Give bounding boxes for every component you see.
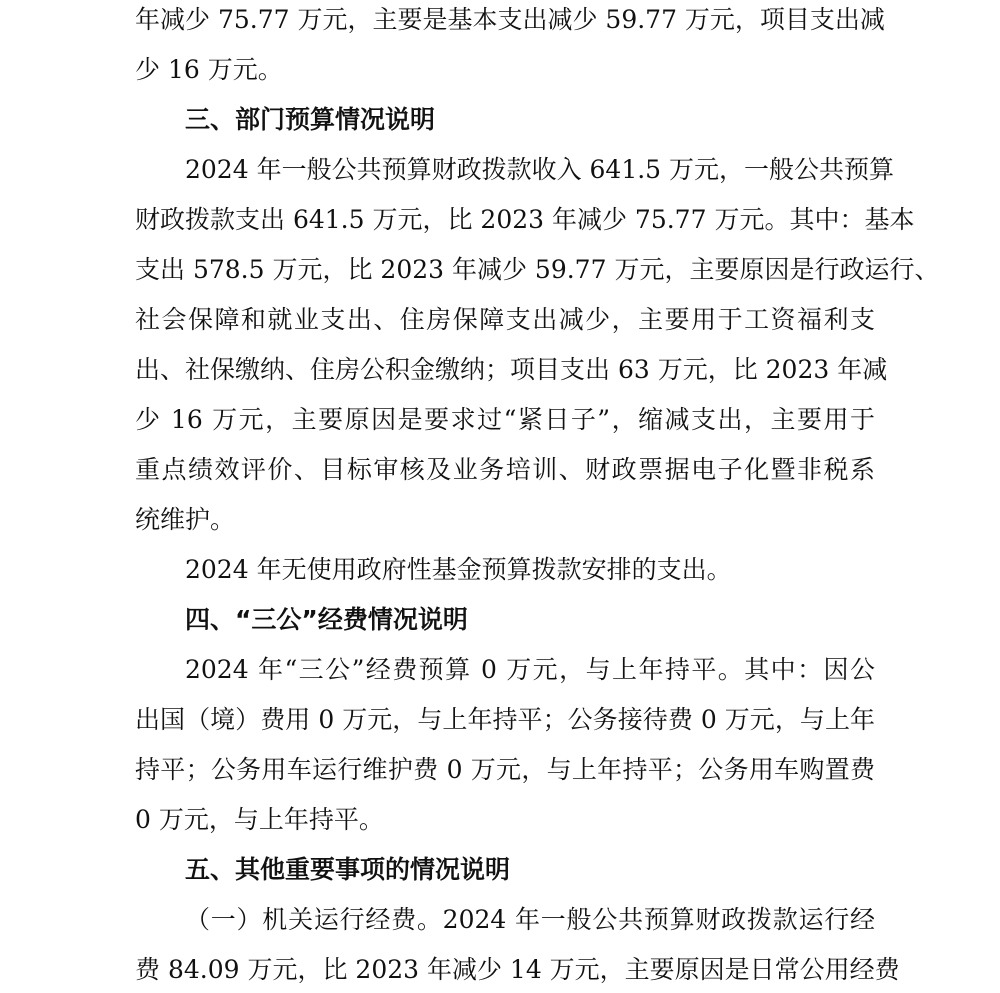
paragraph-line: 少 16 万元，主要原因是要求过“紧日子”，缩减支出，主要用于 — [135, 405, 875, 434]
section-heading-5: 五、其他重要事项的情况说明 — [185, 855, 511, 884]
paragraph-line: 出国（境）费用 0 万元，与上年持平；公务接待费 0 万元，与上年 — [135, 705, 875, 734]
section-heading-3: 三、部门预算情况说明 — [185, 105, 436, 134]
paragraph-line: 2024 年无使用政府性基金预算拨款安排的支出。 — [185, 555, 732, 584]
paragraph-line: 统维护。 — [135, 505, 236, 534]
paragraph-line: 2024 年“三公”经费预算 0 万元，与上年持平。其中：因公 — [185, 655, 875, 684]
paragraph-line: 重点绩效评价、目标审核及业务培训、财政票据电子化暨非税系 — [135, 455, 875, 484]
paragraph-line: 2024 年一般公共预算财政拨款收入 641.5 万元，一般公共预算 — [185, 155, 895, 184]
paragraph-line: 支出 578.5 万元，比 2023 年减少 59.77 万元，主要原因是行政运行、 — [135, 255, 940, 284]
paragraph-line: 少 16 万元。 — [135, 55, 283, 84]
paragraph-line: 年减少 75.77 万元，主要是基本支出减少 59.77 万元，项目支出减 — [135, 5, 885, 34]
paragraph-line: 持平；公务用车运行维护费 0 万元，与上年持平；公务用车购置费 — [135, 755, 875, 784]
paragraph-line: 社会保障和就业支出、住房保障支出减少，主要用于工资福利支 — [135, 305, 875, 334]
paragraph-line: 财政拨款支出 641.5 万元，比 2023 年减少 75.77 万元。其中：基本 — [135, 205, 915, 234]
paragraph-line: 0 万元，与上年持平。 — [135, 805, 384, 834]
paragraph-line: （一）机关运行经费。2024 年一般公共预算财政拨款运行经 — [185, 905, 875, 934]
paragraph-line: 费 84.09 万元，比 2023 年减少 14 万元，主要原因是日常公用经费 — [135, 955, 900, 984]
section-heading-4: 四、“三公”经费情况说明 — [185, 605, 468, 634]
paragraph-line: 出、社保缴纳、住房公积金缴纳；项目支出 63 万元，比 2023 年减 — [135, 355, 888, 384]
